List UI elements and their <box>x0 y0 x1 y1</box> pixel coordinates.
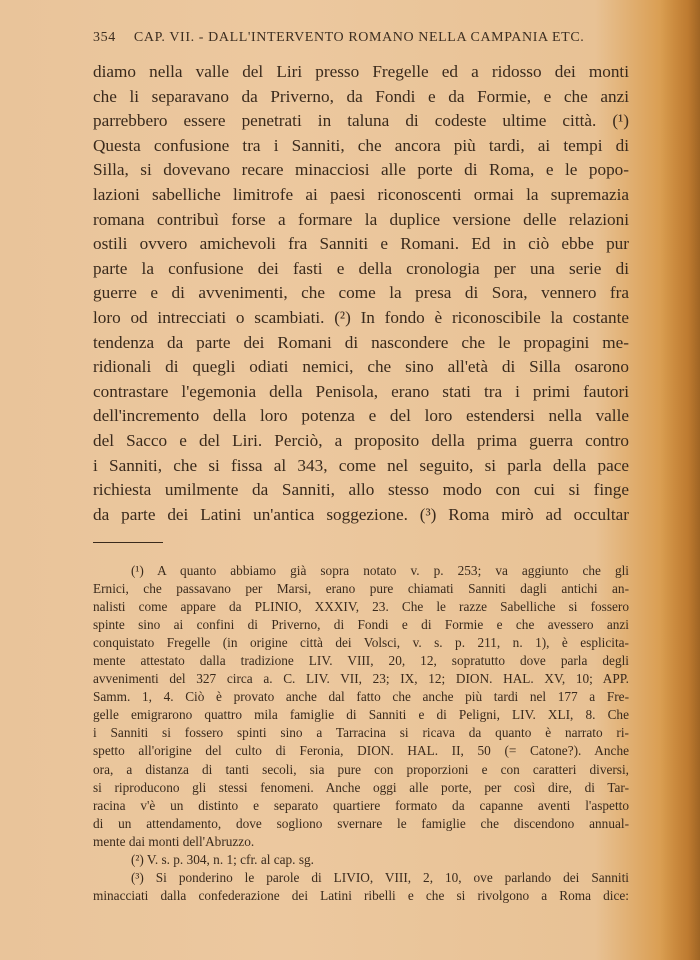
footnote-line: i Sanniti si fossero spinti sino a Tarracina si ricava da quanto è narrato ri- <box>93 725 629 741</box>
footnote-line: (¹) A quanto abbiamo già sopra notato v. p. 253; va aggiunto che gli <box>131 563 629 578</box>
body-line: guerre e di avvenimenti, che come la presa di Sora, vennero fra <box>93 283 629 303</box>
footnote-line: Samm. 1, 4. Ciò è provato anche dal fatto che anche più tardi nel 177 a Fre- <box>93 689 629 705</box>
footnote-line: si riproducono gli stessi fenomeni. Anche oggi alle porte, per così dire, di Tar- <box>93 779 629 795</box>
body-line: dell'incremento della loro potenza e del loro estendersi nella valle <box>93 406 629 426</box>
footnote-line: nalisti come appare da PLINIO, XXXIV, 23. Che le razze Sabelliche si fossero <box>93 599 629 615</box>
footnote-line: (³) Si ponderino le parole di LIVIO, VIII, 2, 10, ove parlando dei Sanniti <box>131 869 629 885</box>
body-line: contrastare l'egemonia della Penisola, erano stati tra i primi fautori <box>93 381 629 401</box>
body-line: ridionali di quegli odiati nemici, che sino all'età di Silla osarono <box>93 357 629 377</box>
body-line: romana contribuì forse a formare la duplice versione delle relazioni <box>93 209 629 229</box>
body-line: Silla, si dovevano recare minacciosi alle porte di Roma, e le popo- <box>93 160 629 180</box>
footnote-line: conquistato Fregelle (in origine città dei Volsci, v. s. p. 211, n. 1), è esplicita- <box>93 635 629 651</box>
page-number: 354 <box>93 30 116 45</box>
body-line: che li separavano da Priverno, da Fondi e da Formie, e che anzi <box>93 86 629 106</box>
footnote-separator <box>93 542 163 543</box>
footnote-line: mente dai monti dell'Abruzzo. <box>93 833 255 849</box>
body-line: del Sacco e del Liri. Perciò, a proposito della prima guerra contro <box>93 430 629 450</box>
body-line: da parte dei Latini un'antica soggezione. (³) Roma mirò ad occultar <box>93 504 629 524</box>
footnote-line: di un attendamento, dove sogliono svernare le famiglie che discendono annual- <box>93 815 629 831</box>
footnote-line: mente attestato dalla tradizione LIV. VIII, 20, 12, sopratutto dove parla degli <box>93 653 629 669</box>
body-line: lazioni sabelliche limitrofe ai paesi riconoscenti ormai la supremazia <box>93 184 629 204</box>
running-title: CAP. VII. - DALL'INTERVENTO ROMANO NELLA CAMPANIA ETC. <box>133 30 585 45</box>
body-line: ostili ovvero amichevoli fra Sanniti e Romani. Ed in ciò ebbe pur <box>93 234 629 254</box>
body-line: i Sanniti, che si fissa al 343, come nel seguito, si parla della pace <box>93 455 629 475</box>
footnote-line: gelle emigrarono quattro mila famiglie di Sanniti e di Peligni, LIV. XLI, 8. Che <box>93 707 629 723</box>
footnote-line: spinte sino ai confini di Priverno, di Fondi e di Formie e che avessero anzi <box>93 617 629 633</box>
footnote-line: ora, a distanza di tanti secoli, sia pure con proporzioni e con caratteri diversi, <box>93 761 629 777</box>
footnote-line: (²) V. s. p. 304, n. 1; cfr. al cap. sg. <box>131 851 314 867</box>
footnote-line: Ernici, che passavano per Marsi, erano pure chiamati Sanniti dagli antichi an- <box>93 581 629 597</box>
body-line: parte la confusione dei fasti e della cronologia per una serie di <box>93 258 629 278</box>
running-header <box>93 30 633 46</box>
footnote-line: spetto all'origine del culto di Feronia, DION. HAL. II, 50 (= Catone?). Anche <box>93 743 629 759</box>
footnote-line: racina v'è un distinto e separato quartiere formato da capanne aventi l'aspetto <box>93 797 629 813</box>
body-line: richiesta umilmente da Sanniti, allo stesso modo con cui si finge <box>93 480 629 500</box>
body-line: parrebbero essere penetrati in taluna di codeste ultime città. (¹) <box>93 111 629 131</box>
page-edge-shadow <box>660 0 700 960</box>
footnotes <box>93 562 629 905</box>
body-line: Questa confusione tra i Sanniti, che ancora più tardi, ai tempi di <box>93 135 629 155</box>
main-text <box>93 60 629 527</box>
body-line: loro od intrecciati o scambiati. (²) In fondo è riconoscibile la costante <box>93 307 629 327</box>
body-line: diamo nella valle del Liri presso Fregelle ed a ridosso dei monti <box>93 62 629 81</box>
footnote-line: minacciati dalla confederazione dei Latini ribelli e che si rivolgono a Roma dice: <box>93 887 629 903</box>
footnote-line: avvenimenti del 327 circa a. C. LIV. VII, 23; IX, 12; DION. HAL. XV, 10; APP. <box>93 671 629 687</box>
body-line: tendenza da parte dei Romani di nascondere che le propagini me- <box>93 332 629 352</box>
